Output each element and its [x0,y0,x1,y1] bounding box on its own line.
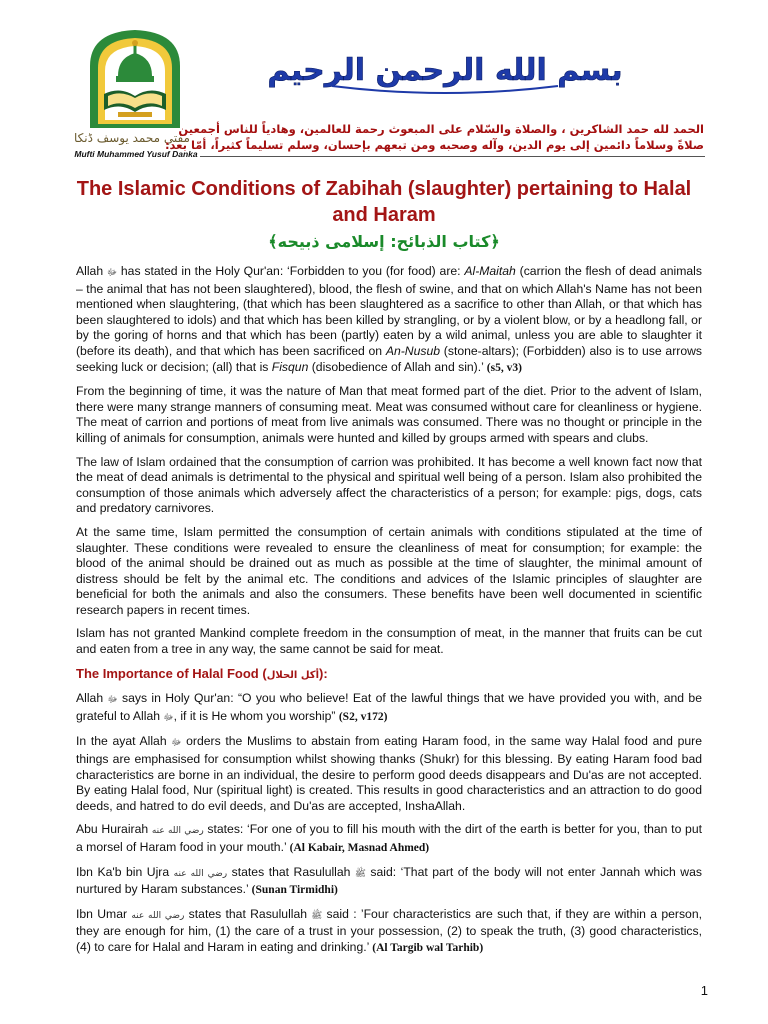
honorific-mark: ﷺ [311,910,323,921]
paragraph-quran-verse: Allah ﷻ has stated in the Holy Qur'an: ‘Forbidden to you (for food) are: Al-Maitah (carrion the flesh of dead animals – the animal that has not been slaughtered), blood, the flesh of swine, and that on which Allah's Name has not been mentioned when slaughtering, (that which has been slaughtered as a sacrifice to other than Allah, or that which has been slaughtered to idols) and that which has been killed by strangling, or by a violent blow, or by a headlong fall, or by the goring of horns and that which has been (partly) eaten by a wild animal, unless you are able to slaughter it (before its death), and that which has been sacrificed on An-Nusub (stone-altars); (Forbidden) also is to use arrows seeking luck or decision; (all) that is Fisqun (disobedience of Allah and sin).’ (s5, v3) [76,264,702,374]
header-arabic-line-1: الحمد لله حمد الشاكرين ، والصلاة والسّلام على المبعوث رحمة للعالمين، وهادياً للناس أجمعين [178,122,704,136]
honorific-mark: ﷺ [354,868,366,879]
honorific-mark: رضي الله عنه [151,826,204,837]
document-body [76,264,702,965]
paragraph-halal-verse: Allah ﷻ says in Holy Qur'an: “O you who believe! Eat of the lawful things that we have provided you with, and be grateful to Allah ﷻ, if it is He whom you worship” (S2, v172) [76,691,702,723]
document-title: The Islamic Conditions of Zabihah (slaughter) pertaining to Halal and Haram [76,178,692,226]
honorific-mark: رضي الله عنه [131,910,185,921]
paragraph-history: From the beginning of time, it was the nature of Man that meat formed part of the diet. Prior to the advent of Islam, there were many strange manners of consuming meat. Meat was consumed without care for cleanliness or hygiene. The meat of carrion and portions of meat from live animals was consumed. There was no thought or principle in the killing of animals for consumption, animals were hunted and killed by groups armed with spears and clubs. [76,384,702,445]
reference: (S2, v172) [338,710,388,723]
page-number: 1 [700,983,708,998]
honorific-mark: رضي الله عنه [173,868,228,879]
document-subtitle-arabic: ﴿كتاب الذبائح: إسلامى ذبيحه﴾ [268,232,500,251]
header-arabic-line-2: صلاةً وسلاماً دائمين إلى يوم الدين، وآله وصحبه ومن تبعهم بإحسان، وسلم تسليماً كثيراً، أمّا بعد: [164,138,704,152]
paragraph-freedom: Islam has not granted Mankind complete freedom in the consumption of meat, in the manner that fruits can be cut and eaten from a tree in any way, the same cannot be said for meat. [76,626,702,657]
reference: (Sunan Tirmidhi) [251,884,338,897]
basmala-text: بسم الله الرحمن الرحيم [267,53,623,88]
paragraph-hadith-ibn-umar: Ibn Umar رضي الله عنه states that Rasulullah ﷺ said : ’Four characteristics are such that, if they are within a person, they are enough for him, (1) the care of a trust in your possession, (2) to speak the truth, (3) good characteristics, (4) to care for Halal and Haram in eating and drinking.’ (Al Targib wal Tarhib) [76,906,703,954]
honorific-mark: ﷻ [106,268,118,278]
paragraph-hadith-ibn-kab: Ibn Ka'b bin Ujra رضي الله عنه states that Rasulullah ﷺ said: ‘That part of the body will not enter Jannah which was nurtured by Haram substances.’ (Sunan Tirmidhi) [76,864,702,897]
reference: (Al Targib wal Tarhib) [372,941,484,954]
honorific-mark: ﷻ [171,738,182,749]
mosque-book-logo [80,26,190,131]
paragraph-hadith-abu-hurairah: Abu Hurairah رضي الله عنه states: ‘For one of you to fill his mouth with the dirt of the earth is better for you, than to put a morsel of Haram food in your mouth.’ (Al Kabair, Masnad Ahmed) [76,822,702,854]
paragraph-law: The law of Islam ordained that the consumption of carrion was prohibited. It has become a well known fact now that the meat of dead animals is detrimental to the physical and spiritual well being of a person. Islam also prohibited the consumption of those animals which adversely affect the characteristics of a person; for example: pigs, dogs, cats and predatory carnivores. [76,454,702,516]
paragraph-permitted: At the same time, Islam permitted the consumption of certain animals with conditions stipulated at the time of slaughter. These conditions were revealed to ensure the cleanliness of meat for consumption; for example: the blood of the animal should be drained out as much as possible at the time of slaughter, the minimal amount of distress should be felt by the animal etc. The conditions and advices of the Islamic principles of slaughter are beneficial for both the animals and also the consumers. These benefits have been well documented in scientific research papers in recent times. [76,524,702,617]
reference: (Al Kabair, Masnad Ahmed) [289,842,430,854]
paragraph-ayat-explanation: In the ayat Allah ﷻ orders the Muslims to abstain from eating Haram food, in the same way Halal food and pure things are emphasised for consumption whilst showing thanks (Shukr) for this blessing. By eating Haram food bad characteristics are borne in an individual, the desire to perform good deeds disappears and Du'as are not accepted. By eating Halal food, Nur (spiritual light) is created. This results in good characteristics and an attraction to do good deeds, and hatred to do evil deeds, and Du'as are accepted, InshaAllah. [76,734,702,813]
reference: (s5, v3) [486,361,522,374]
author-english-name: Mufti Muhammed Yusuf Danka [74,149,198,159]
basmala-calligraphy [267,22,623,104]
section-heading: The Importance of Halal Food (أكل الحلال): [76,665,328,681]
author-arabic-name: مفتي محمد يوسف ڈنکا [74,131,190,145]
honorific-mark: ﷻ [107,695,118,706]
honorific-mark: ﷻ [163,712,174,723]
header-divider [200,156,705,157]
